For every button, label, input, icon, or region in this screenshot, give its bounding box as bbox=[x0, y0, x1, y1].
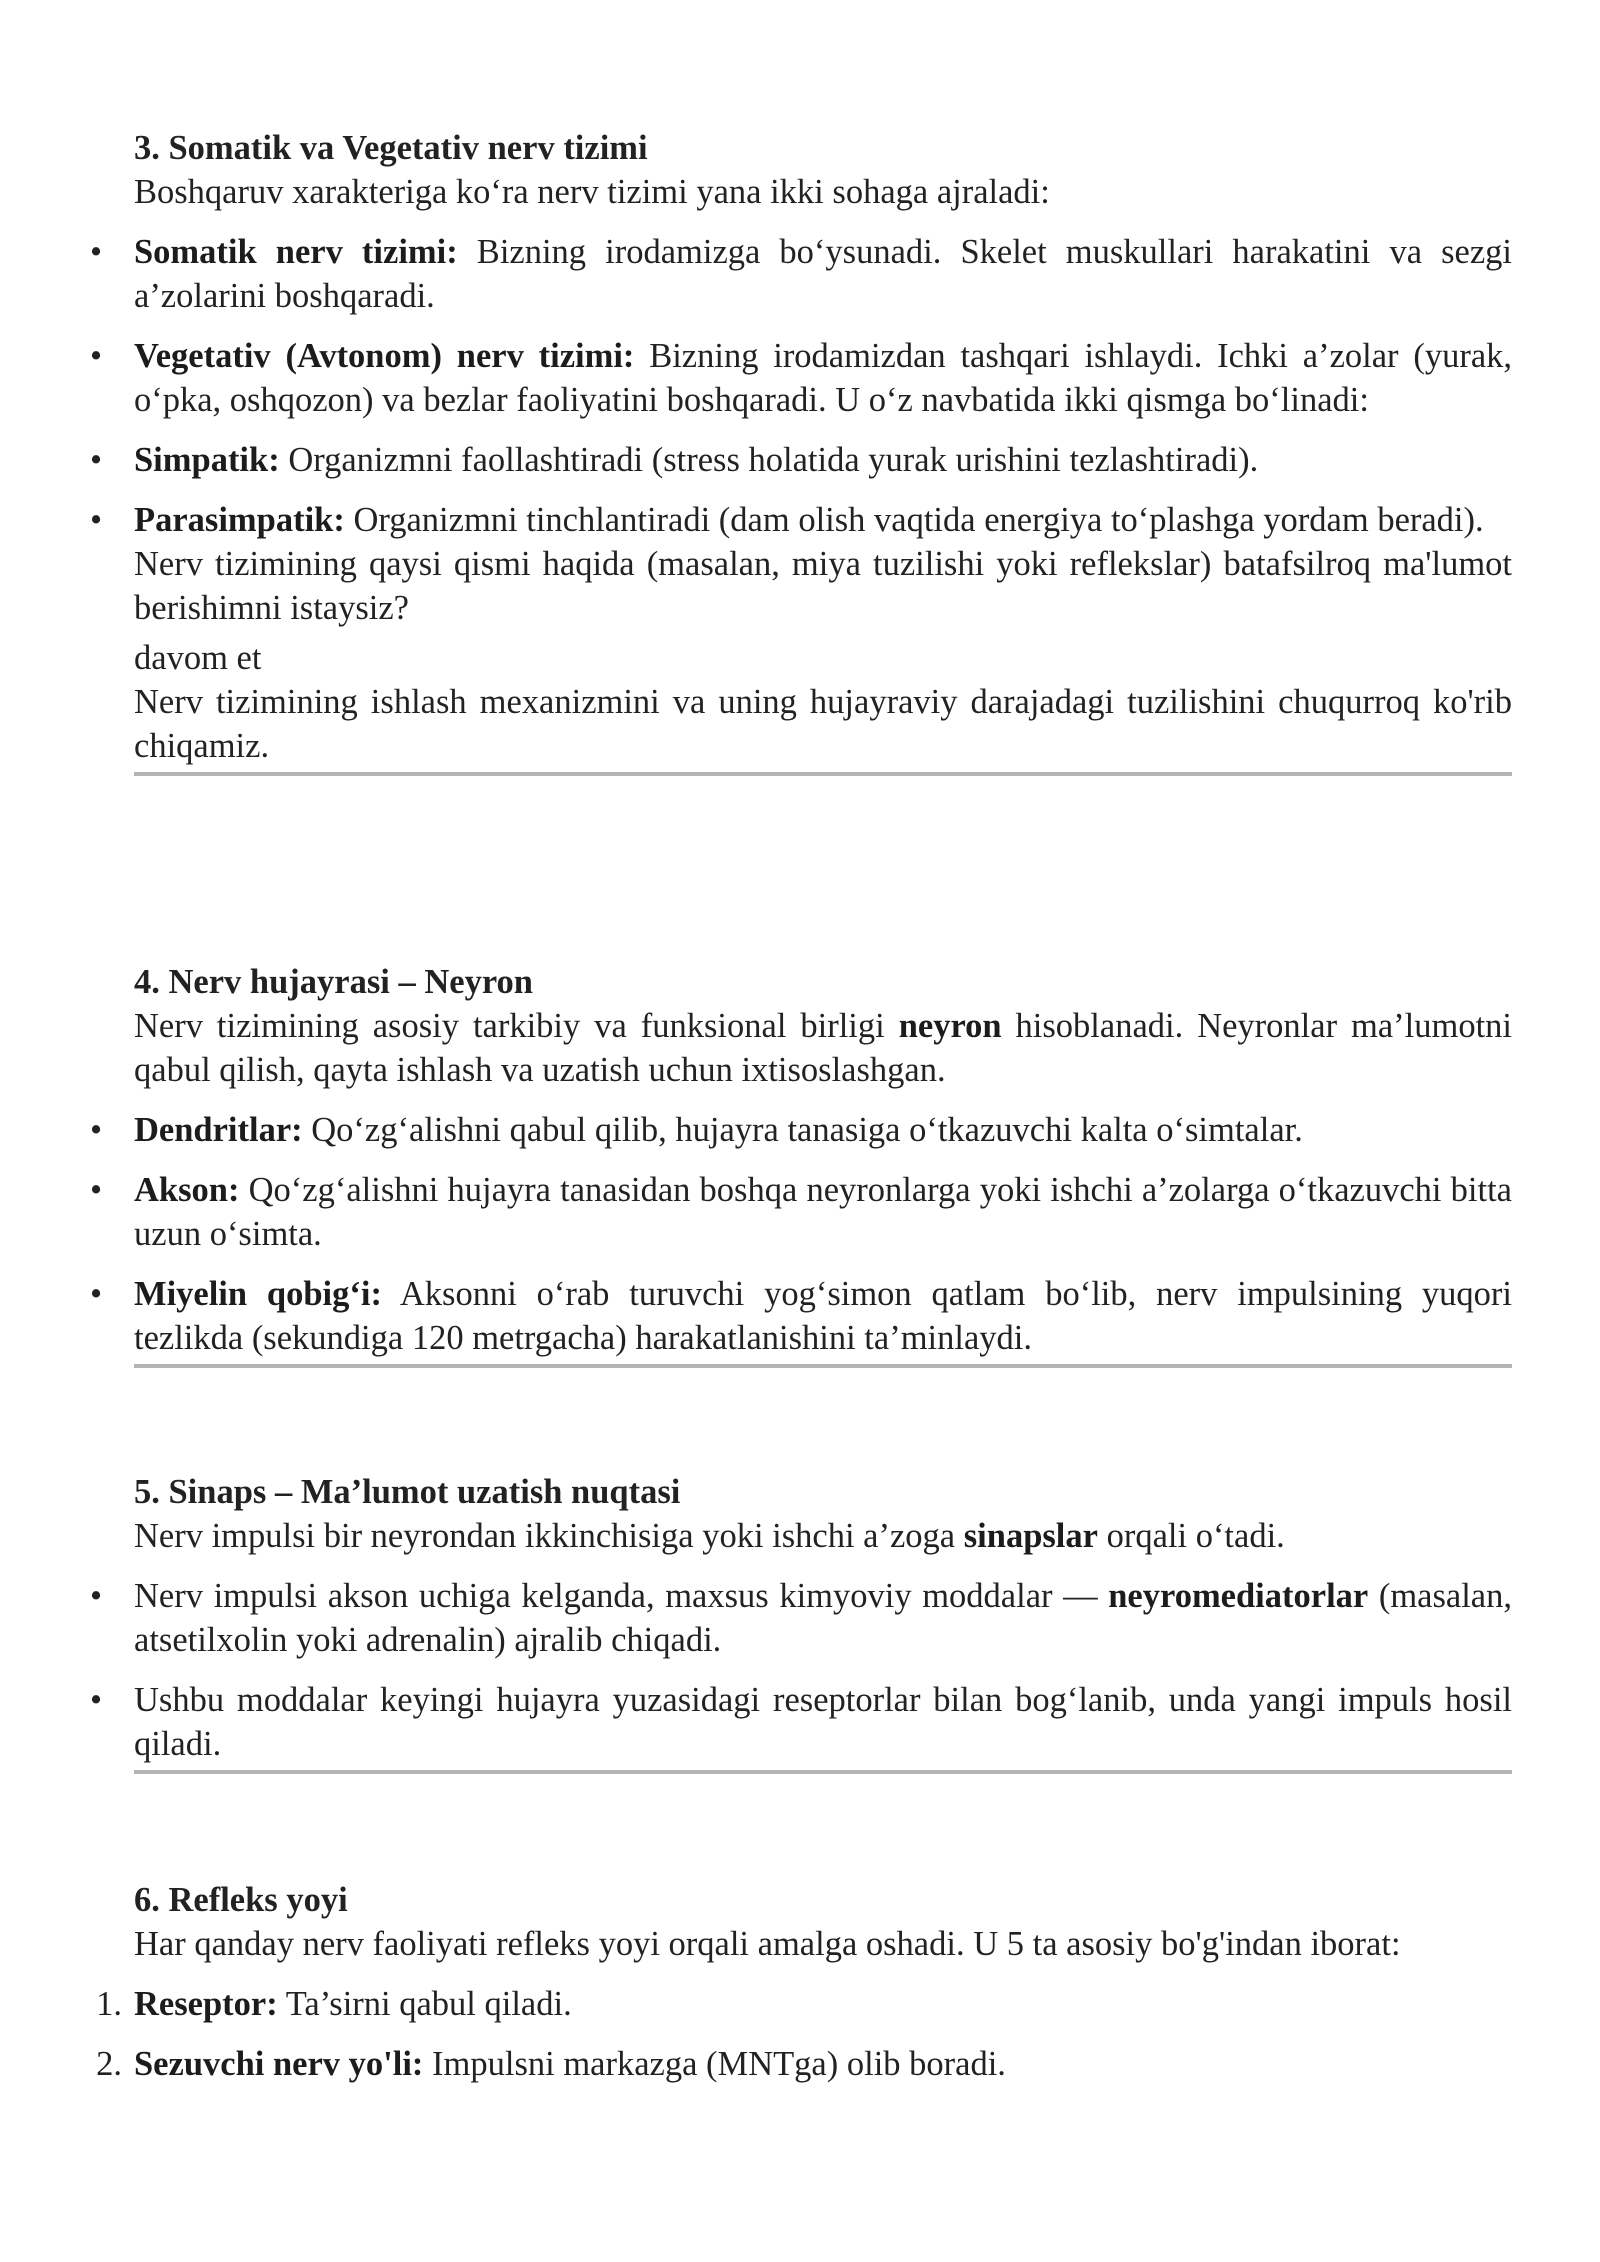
intro-bold-term: sinapslar bbox=[963, 1517, 1098, 1555]
section-divider bbox=[134, 1770, 1512, 1774]
section-heading: 4. Nerv hujayrasi – Neyron bbox=[134, 963, 533, 1001]
section-intro bbox=[134, 1004, 1512, 1092]
item-term: Somatik nerv tizimi: bbox=[134, 233, 458, 271]
bullet-marker: • bbox=[89, 1577, 103, 1615]
list-item bbox=[89, 1272, 1513, 1360]
item-text: Aksonni o‘rab turuvchi yog‘simon qatlam bo‘lib, nerv impulsining yuqori tezlikda (sekundiga 120 metrgacha) harakatlanishini ta’minlaydi. bbox=[134, 1275, 1513, 1357]
bullet-marker: • bbox=[89, 1681, 103, 1719]
section-heading: 6. Refleks yoyi bbox=[134, 1881, 348, 1919]
bullet-marker: • bbox=[89, 441, 103, 479]
item-term: Parasimpatik: bbox=[134, 501, 345, 539]
list-item bbox=[89, 230, 1512, 318]
item-text: (masalan, atsetilxolin yoki adrenalin) ajralib chiqadi. bbox=[134, 1577, 1512, 1659]
section-divider bbox=[134, 772, 1512, 776]
bullet-list bbox=[89, 1574, 1512, 1766]
list-item bbox=[89, 1108, 1512, 1152]
item-text: Nerv impulsi akson uchiga kelganda, maxsus kimyoviy moddalar — bbox=[134, 1577, 1109, 1615]
numbered-list bbox=[96, 1982, 1512, 2086]
item-number: 1. bbox=[96, 1985, 122, 2023]
section-refleks-yoyi bbox=[96, 1878, 1512, 2086]
user-reply: davom et bbox=[134, 639, 262, 677]
intro-text: Nerv impulsi bir neyrondan ikkinchisiga yoki ishchi a’zoga bbox=[134, 1517, 964, 1555]
bullet-list bbox=[89, 1108, 1513, 1360]
follow-up-question: Nerv tizimining qaysi qismi haqida (masalan, miya tuzilishi yoki reflekslar) batafsilroq ma'lumot berishimni istaysiz? bbox=[134, 545, 1512, 627]
list-item bbox=[89, 334, 1513, 422]
bullet-marker: • bbox=[89, 1171, 103, 1209]
list-item bbox=[89, 1168, 1512, 1256]
bullet-list bbox=[89, 230, 1513, 542]
item-term: Akson: bbox=[134, 1171, 240, 1209]
section-sinaps bbox=[89, 1470, 1512, 1774]
section-divider bbox=[134, 1364, 1512, 1368]
intro-bold-term: neyron bbox=[898, 1007, 1002, 1045]
list-item bbox=[89, 1574, 1512, 1662]
item-number: 2. bbox=[96, 2045, 122, 2083]
item-text: Organizmni tinchlantiradi (dam olish vaqtida energiya to‘plashga yordam beradi). bbox=[344, 501, 1484, 539]
list-item bbox=[89, 498, 1512, 542]
item-text: Bizning irodamizdan tashqari ishlaydi. Ichki a’zolar (yurak, o‘pka, oshqozon) va bezlar faoliyatini boshqaradi. U o‘z navbatida ikki qismga bo‘linadi: bbox=[134, 337, 1513, 419]
item-term: Dendritlar: bbox=[134, 1111, 303, 1149]
list-item bbox=[96, 2042, 1512, 2086]
list-item bbox=[96, 1982, 1512, 2026]
continuation-text: Nerv tizimining ishlash mexanizmini va uning hujayraviy darajadagi tuzilishini chuqurroq ko'rib chiqamiz. bbox=[134, 683, 1512, 765]
item-term: Miyelin qobig‘i: bbox=[134, 1275, 382, 1313]
intro-text: orqali o‘tadi. bbox=[1097, 1517, 1285, 1555]
section-intro: Boshqaruv xarakteriga ko‘ra nerv tizimi yana ikki sohaga ajraladi: bbox=[134, 173, 1050, 211]
intro-text: hisoblanadi. Neyronlar ma’lumotni qabul qilish, qayta ishlash va uzatish uchun ixtisoslashgan. bbox=[134, 1007, 1513, 1089]
section-heading: 3. Somatik va Vegetativ nerv tizimi bbox=[134, 129, 648, 167]
section-intro: Har qanday nerv faoliyati refleks yoyi orqali amalga oshadi. U 5 ta asosiy bo'g'indan iborat: bbox=[134, 1925, 1401, 1963]
item-text: Bizning irodamizga bo‘ysunadi. Skelet muskullari harakatini va sezgi a’zolarini boshqaradi. bbox=[134, 233, 1512, 315]
bullet-marker: • bbox=[89, 337, 103, 375]
section-heading: 5. Sinaps – Ma’lumot uzatish nuqtasi bbox=[134, 1473, 681, 1511]
item-term: Sezuvchi nerv yo'li: bbox=[134, 2045, 424, 2083]
item-bold-term: neyromediatorlar bbox=[1108, 1577, 1369, 1615]
item-text: Ushbu moddalar keyingi hujayra yuzasidagi reseptorlar bilan bog‘lanib, unda yangi impuls hosil qiladi. bbox=[134, 1681, 1512, 1763]
section-intro bbox=[134, 1514, 1512, 1558]
bullet-marker: • bbox=[89, 1275, 103, 1313]
item-text: Impulsni markazga (MNTga) olib boradi. bbox=[423, 2045, 1006, 2083]
bullet-marker: • bbox=[89, 1111, 103, 1149]
item-text: Qo‘zg‘alishni qabul qilib, hujayra tanasiga o‘tkazuvchi kalta o‘simtalar. bbox=[302, 1111, 1303, 1149]
bullet-marker: • bbox=[89, 233, 103, 271]
item-text: Organizmni faollashtiradi (stress holatida yurak urishini tezlashtiradi). bbox=[279, 441, 1259, 479]
item-text: Qo‘zg‘alishni hujayra tanasidan boshqa neyronlarga yoki ishchi a’zolarga o‘tkazuvchi bitta uzun o‘simta. bbox=[134, 1171, 1512, 1253]
section-somatik-vegetativ bbox=[89, 126, 1513, 776]
list-item bbox=[89, 438, 1512, 482]
list-item bbox=[89, 1678, 1512, 1766]
section-neyron bbox=[89, 960, 1513, 1368]
item-term: Reseptor: bbox=[134, 1985, 278, 2023]
item-term: Simpatik: bbox=[134, 441, 280, 479]
bullet-marker: • bbox=[89, 501, 103, 539]
intro-text: Nerv tizimining asosiy tarkibiy va funksional birligi bbox=[134, 1007, 899, 1045]
item-term: Vegetativ (Avtonom) nerv tizimi: bbox=[134, 337, 635, 375]
item-text: Ta’sirni qabul qiladi. bbox=[277, 1985, 572, 2023]
